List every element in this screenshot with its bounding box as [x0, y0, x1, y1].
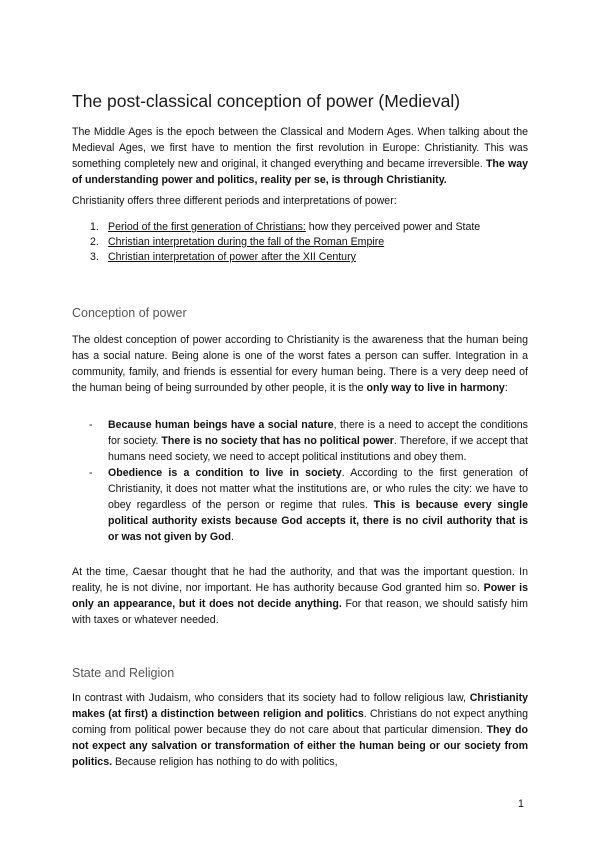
- conception-paragraph: [72, 332, 528, 396]
- bullet-bold: There is no society that has no political power: [161, 435, 394, 447]
- bullet-bold: Obedience is a condition to live in society: [108, 467, 342, 479]
- caesar-bold-text: Power is only an appearance, but it does not decide anything.: [72, 582, 528, 610]
- sr-text: Because religion has nothing to do with politics,: [112, 756, 338, 768]
- period-link-3[interactable]: Christian interpretation of power after the XII Century: [108, 251, 356, 263]
- list-number: 3.: [90, 251, 99, 263]
- dash-marker: -: [89, 467, 93, 479]
- section-heading-conception: Conception of power: [72, 306, 187, 320]
- conception-bold-text: only way to live in harmony: [366, 382, 505, 394]
- bullet-text: .: [231, 531, 234, 543]
- caesar-end: For that reason, we should satisfy him with taxes or whatever needed.: [72, 598, 528, 626]
- list-number: 2.: [90, 236, 99, 248]
- intro-text: The Middle Ages is the epoch between the Classical and Modern Ages. When talking about the Medieval Ages, we first have to mention the first revolution in Europe: Christianity. This was something completely new and original, it changed everything and became irreversible.: [72, 126, 528, 170]
- conception-bullets: [72, 417, 528, 545]
- page-number: 1: [518, 798, 524, 810]
- bullet-bold: This is because every single political authority exists because God accepts it, there is no civil authority that is or was not given by God: [108, 499, 528, 543]
- bullet-text: . Therefore, if we accept that humans need society, we need to accept political institutions and obey them.: [108, 435, 528, 463]
- intro-bold-text: The way of understanding power and politics, reality per se, is through Christianity.: [72, 158, 529, 186]
- periods-intro: Christianity offers three different periods and interpretations of power:: [72, 195, 397, 207]
- sr-bold-text: They do not expect any salvation or transformation of either the human being or our society from politics.: [72, 724, 528, 768]
- period-link-2[interactable]: Christian interpretation during the fall of the Roman Empire: [108, 236, 385, 248]
- conception-text: The oldest conception of power according to Christianity is the awareness that the human being has a social nature. Being alone is one of the worst fates a person can suffer. Integration in a community, family, and friends is essential for every human being. There is a very deep need of the human being of being surrounded by other people, it is the: [72, 334, 528, 394]
- bullet-text: . According to the first generation of Christianity, it does not matter what the institutions are, or who rules the city: we have to obey regardless of the person or regime that rules.: [108, 467, 529, 511]
- list-item: [72, 235, 528, 250]
- list-item: [72, 220, 528, 235]
- sr-text: . Christians do not expect anything coming from political power because they do not care about that particular dimension.: [72, 708, 528, 736]
- conception-end: :: [504, 382, 508, 394]
- caesar-text: At the time, Caesar thought that he had the authority, and that was the important question. In reality, he is not divine, nor important. He has authority because God granted him so.: [72, 566, 528, 594]
- page-title: The post-classical conception of power (Medieval): [72, 91, 461, 111]
- sr-text: In contrast with Judaism, who considers that its society had to follow religious law,: [72, 692, 470, 704]
- list-number: 1.: [90, 221, 99, 233]
- list-item: [72, 417, 528, 465]
- list-item-text: how they perceived power and State: [305, 221, 481, 233]
- period-link-1[interactable]: Period of the first generation of Christians:: [108, 221, 306, 233]
- caesar-paragraph: [72, 564, 528, 628]
- section-heading-state-religion: State and Religion: [72, 666, 175, 680]
- bullet-text: , there is a need to accept the conditions for society.: [108, 419, 528, 447]
- list-item: [72, 250, 528, 265]
- intro-paragraph: [72, 124, 528, 188]
- dash-marker: -: [89, 419, 93, 431]
- periods-list: [72, 220, 528, 265]
- state-religion-paragraph: [72, 690, 528, 770]
- sr-bold-text: Christianity makes (at first) a distinction between religion and politics: [72, 692, 528, 720]
- bullet-bold: Because human beings have a social nature: [108, 419, 334, 431]
- list-item: [72, 465, 528, 545]
